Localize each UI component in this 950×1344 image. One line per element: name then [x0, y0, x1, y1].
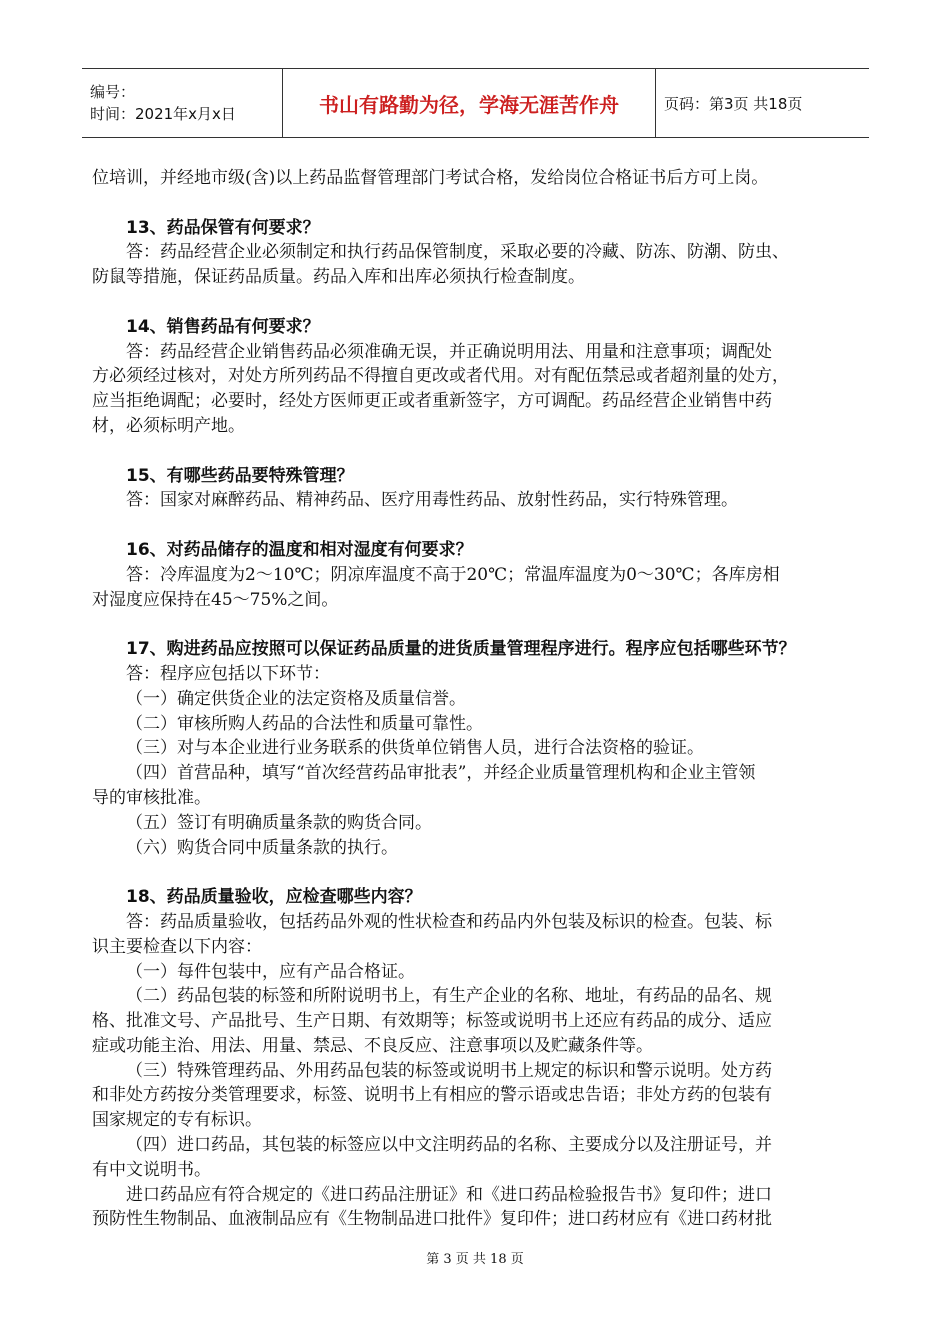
header-page-info: [656, 69, 869, 137]
page-header: [82, 68, 869, 138]
paragraph-line: 防鼠等措施，保证药品质量。药品入库和出库必须执行检查制度。: [92, 267, 585, 288]
document-date-label: 时间：2021年x月x日: [90, 105, 236, 123]
list-item: （二）药品包装的标签和所附说明书上，有生产企业的名称、地址，有药品的品名、规: [126, 986, 772, 1007]
document-body: [92, 166, 872, 1232]
paragraph-line: 格、批准文号、产品批号、生产日期、有效期等；标签或说明书上还应有药品的成分、适应: [92, 1011, 772, 1032]
paragraph-line: 答：药品经营企业必须制定和执行药品保管制度，采取必要的冷藏、防冻、防潮、防虫、: [126, 242, 789, 263]
paragraph-line: 答：冷库温度为2～10℃；阴凉库温度不高于20℃；常温库温度为0～30℃；各库房相: [126, 564, 780, 585]
question-heading-15: 15、有哪些药品要特殊管理？: [126, 465, 354, 486]
paragraph-line: 预防性生物制品、血液制品应有《生物制品进口批件》复印件；进口药材应有《进口药材批: [92, 1209, 772, 1230]
paragraph-line: 答：药品经营企业销售药品必须准确无误，并正确说明用法、用量和注意事项；调配处: [126, 341, 772, 362]
paragraph-line: 有中文说明书。: [92, 1159, 211, 1180]
paragraph-line: 答：药品质量验收，包括药品外观的性状检查和药品内外包装及标识的检查。包装、标: [126, 911, 772, 932]
paragraph-line: 导的审核批准。: [92, 787, 211, 808]
header-meta: [82, 69, 283, 137]
paragraph-line: 进口药品应有符合规定的《进口药品注册证》和《进口药品检验报告书》复印件；进口: [126, 1184, 772, 1205]
paragraph-line: 答：国家对麻醉药品、精神药品、医疗用毒性药品、放射性药品，实行特殊管理。: [126, 490, 738, 511]
list-item: （二）审核所购人药品的合法性和质量可靠性。: [126, 713, 483, 734]
list-item: （六）购货合同中质量条款的执行。: [126, 837, 398, 858]
paragraph-line: 和非处方药按分类管理要求，标签、说明书上有相应的警示语或忠告语；非处方药的包装有: [92, 1085, 772, 1106]
paragraph-line: 位培训，并经地市级(含)以上药品监督管理部门考试合格，发给岗位合格证书后方可上岗。: [92, 168, 769, 188]
page-number-label: 页码：第3页 共18页: [664, 94, 803, 113]
header-motto: [283, 69, 656, 137]
page-footer: [0, 1248, 950, 1267]
paragraph-line: 识主要检查以下内容：: [92, 936, 262, 957]
question-heading-13: 13、药品保管有何要求？: [126, 217, 320, 238]
paragraph-line: 方必须经过核对，对处方所列药品不得擅自更改或者代用。对有配伍禁忌或者超剂量的处方，: [92, 366, 789, 387]
list-item: （四）首营品种，填写“首次经营药品审批表”，并经企业质量管理机构和企业主管领: [126, 763, 756, 784]
paragraph-line: 对湿度应保持在45～75%之间。: [92, 589, 339, 610]
list-item: （一）确定供货企业的法定资格及质量信誉。: [126, 688, 466, 709]
question-heading-14: 14、销售药品有何要求？: [126, 316, 320, 337]
list-item: （一）每件包装中，应有产品合格证。: [126, 961, 415, 982]
list-item: （五）签订有明确质量条款的购货合同。: [126, 812, 432, 833]
document-number-label: 编号：: [90, 83, 136, 101]
paragraph-line: 症或功能主治、用法、用量、禁忌、不良反应、注意事项以及贮藏条件等。: [92, 1035, 653, 1056]
footer-page-number: 第 3 页 共 18 页: [426, 1252, 524, 1267]
question-heading-16: 16、对药品储存的温度和相对湿度有何要求？: [126, 539, 473, 560]
list-item: （四）进口药品，其包装的标签应以中文注明药品的名称、主要成分以及注册证号，并: [126, 1135, 772, 1156]
list-item: （三）对与本企业进行业务联系的供货单位销售人员，进行合法资格的验证。: [126, 738, 704, 759]
question-heading-17: 17、购进药品应按照可以保证药品质量的进货质量管理程序进行。程序应包括哪些环节？: [126, 639, 796, 660]
paragraph-line: 答：程序应包括以下环节：: [126, 663, 330, 684]
list-item: （三）特殊管理药品、外用药品包装的标签或说明书上规定的标识和警示说明。处方药: [126, 1060, 772, 1081]
paragraph-line: 材，必须标明产地。: [92, 415, 245, 436]
motto-text: 书山有路勤为径，学海无涯苦作舟: [319, 92, 619, 117]
question-heading-18: 18、药品质量验收，应检查哪些内容？: [126, 887, 422, 908]
paragraph-line: 国家规定的专有标识。: [92, 1110, 262, 1131]
paragraph-line: 应当拒绝调配；必要时，经处方医师更正或者重新签字，方可调配。药品经营企业销售中药: [92, 391, 772, 412]
